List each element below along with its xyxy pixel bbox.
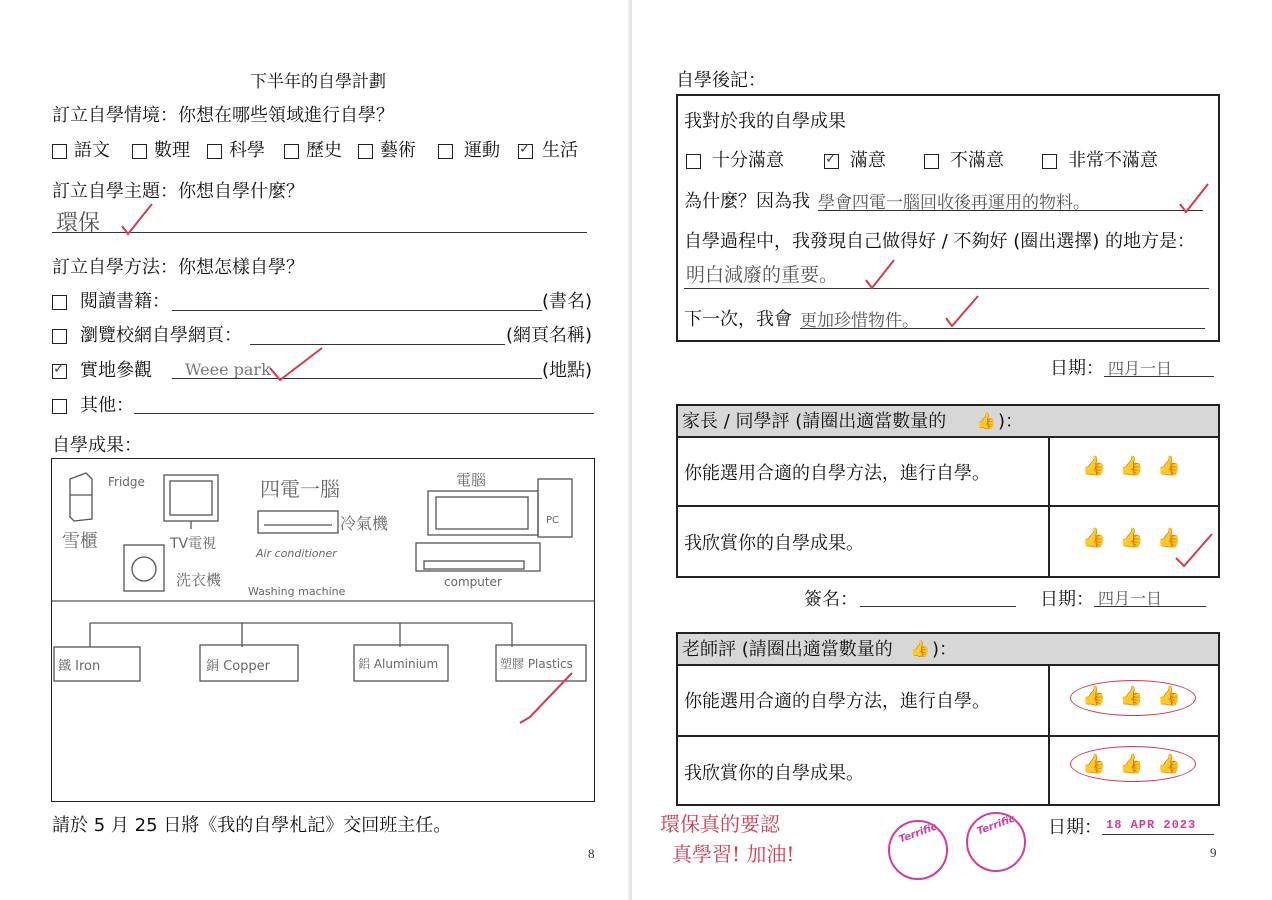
category-copper: 銅 Copper (206, 659, 271, 674)
category-iron: 鐵 Iron (58, 659, 101, 674)
row-divider (678, 735, 1218, 737)
method-label: 閱讀書籍： (80, 291, 170, 312)
results-drawing-box (51, 458, 595, 802)
parent-header-end: )： (998, 411, 1024, 432)
answer-line (800, 328, 1205, 329)
drawing-label: Fridge (108, 475, 145, 489)
checkbox-method-website[interactable] (52, 329, 67, 344)
category-aluminium: 鋁 Aluminium (358, 657, 439, 671)
thumbs-rating-3[interactable] (1082, 684, 1195, 707)
footer-note: 請於 5 月 25 日將《我的自學札記》交回班主任。 (52, 815, 452, 836)
question-method: 訂立自學方法：你想怎樣自學？ (52, 257, 304, 278)
drawing-label: 雪櫃 (62, 531, 98, 552)
reflection-date-label: 日期： (1050, 358, 1104, 379)
question-topic: 訂立自學主題：你想自學什麼？ (52, 181, 304, 202)
parent-date-label: 日期： (1040, 589, 1094, 610)
answer-line (172, 378, 542, 379)
results-label: 自學成果： (52, 435, 142, 456)
teacher-row-method: 你能選用合適的自學方法，進行自學。 (684, 691, 990, 712)
teacher-header-text: 老師評 (請圈出適當數量的 (682, 639, 893, 660)
row-divider (678, 505, 1218, 507)
thumb-up-icon[interactable]: 👍 (1082, 753, 1120, 775)
red-tick-icon (1172, 530, 1216, 570)
parent-peer-header (678, 406, 1218, 438)
checkbox-domain-sports[interactable] (438, 144, 453, 159)
method-suffix: (書名) (542, 291, 593, 312)
thumb-up-icon[interactable]: 👍 (1082, 527, 1120, 549)
checkbox-domain-language[interactable] (52, 144, 67, 159)
teacher-date-label: 日期： (1048, 817, 1102, 838)
thumb-up-icon[interactable]: 👍 (1157, 753, 1196, 775)
checkbox-domain-history[interactable] (284, 144, 299, 159)
thumb-up-icon: 👍 (910, 639, 930, 658)
reflection-box (676, 94, 1220, 342)
satisfaction-option: 非常不滿意 (1068, 150, 1158, 171)
red-tick-icon (1176, 180, 1212, 216)
column-divider (1048, 664, 1050, 804)
stamp-text: Terrific (897, 821, 939, 846)
sign-label: 簽名： (804, 589, 858, 610)
drawing-label: 電腦 (456, 471, 487, 489)
teacher-box (676, 632, 1220, 806)
teacher-comment-line2: 真學習! 加油! (672, 842, 795, 866)
domain-label: 藝術 (380, 140, 416, 161)
drawing-label: PC (546, 515, 560, 526)
answer-line (1104, 376, 1214, 377)
why-answer: 學會四電一腦回收後再運用的物料。 (818, 193, 1090, 213)
thumb-up-icon: 👍 (976, 411, 996, 430)
thumb-up-icon[interactable]: 👍 (1157, 527, 1196, 549)
checkbox-domain-science[interactable] (207, 144, 222, 159)
next-label: 下一次，我會 (684, 309, 792, 330)
thumb-up-icon[interactable]: 👍 (1157, 685, 1196, 707)
checkbox-very-satisfied[interactable] (686, 154, 701, 169)
parent-date: 四月一日 (1098, 589, 1163, 608)
process-answer: 明白減廢的重要。 (686, 264, 839, 286)
domain-label: 科學 (229, 140, 265, 161)
answer-line (684, 288, 1209, 289)
checkbox-unsatisfied[interactable] (924, 154, 939, 169)
checkbox-domain-life[interactable] (518, 144, 533, 159)
answer-line (134, 413, 594, 414)
right-page (632, 0, 1272, 900)
method-label: 其他： (80, 395, 134, 416)
checkbox-very-unsatisfied[interactable] (1042, 154, 1057, 169)
checkbox-method-books[interactable] (52, 295, 67, 310)
parent-row-method: 你能選用合適的自學方法，進行自學。 (684, 463, 990, 484)
answer-line (1102, 834, 1214, 835)
left-page (0, 0, 630, 900)
thumbs-rating-1[interactable] (1082, 454, 1195, 477)
teacher-header (678, 634, 1218, 666)
thumb-up-icon[interactable]: 👍 (1119, 753, 1158, 775)
satisfaction-option: 滿意 (850, 150, 886, 171)
reflection-title: 自學後記： (676, 70, 766, 91)
plan-title: 下半年的自學計劃 (250, 72, 386, 92)
checkbox-domain-arts[interactable] (358, 144, 373, 159)
teacher-header-end: )： (932, 639, 958, 660)
next-answer: 更加珍惜物件。 (800, 311, 919, 331)
method-label: 實地參觀 (80, 360, 152, 381)
answer-line (172, 310, 542, 311)
question-domain: 訂立自學情境：你想在哪些領域進行自學？ (52, 105, 394, 126)
parent-row-result: 我欣賞你的自學成果。 (684, 533, 864, 554)
topic-answer: 環保 (56, 211, 101, 236)
method-label: 瀏覽校網自學網頁： (80, 325, 242, 346)
checkbox-satisfied[interactable] (824, 154, 839, 169)
thumb-up-icon[interactable]: 👍 (1119, 685, 1158, 707)
terrific-stamp (966, 812, 1026, 872)
drawing-label: Washing machine (248, 585, 346, 598)
method-suffix: (地點) (542, 360, 593, 381)
domain-label: 生活 (542, 140, 578, 161)
drawing-label: 四電一腦 (260, 477, 340, 501)
thumb-up-icon[interactable]: 👍 (1119, 527, 1158, 549)
process-label: 自學過程中，我發現自己做得好 / 不夠好 (圈出選擇) 的地方是： (684, 231, 1195, 252)
parent-header-text: 家長 / 同學評 (請圈出適當數量的 (682, 411, 947, 432)
stamp-text: Terrific (975, 813, 1017, 838)
terrific-stamp (888, 820, 948, 880)
method-suffix: (網頁名稱) (506, 325, 593, 346)
teacher-comment-line1: 環保真的要認 (660, 812, 780, 836)
drawing-label: 洗衣機 (176, 571, 222, 589)
reflection-date: 四月一日 (1108, 359, 1173, 378)
answer-line (1094, 606, 1206, 607)
parent-peer-box (676, 404, 1220, 578)
teacher-row-result: 我欣賞你的自學成果。 (684, 763, 864, 784)
domain-label: 語文 (74, 140, 110, 161)
answer-line (818, 210, 1203, 211)
checkbox-method-other[interactable] (52, 399, 67, 414)
checkbox-method-visit[interactable] (52, 364, 67, 379)
red-tick-icon (118, 200, 158, 240)
domain-label: 數理 (154, 140, 190, 161)
domain-label: 運動 (464, 140, 500, 161)
thumbs-rating-4[interactable] (1082, 752, 1195, 775)
drawing-label: 冷氣機 (340, 514, 389, 533)
drawing-label: computer (444, 575, 502, 589)
hand-drawing (52, 459, 594, 801)
teacher-date-stamp: 18 APR 2023 (1106, 818, 1197, 832)
thumb-up-icon[interactable]: 👍 (1082, 455, 1120, 477)
page-number-left: 8 (588, 846, 595, 861)
thumb-up-icon[interactable]: 👍 (1119, 455, 1158, 477)
domain-label: 歷史 (306, 140, 342, 161)
why-label: 為什麼？因為我 (684, 191, 810, 212)
thumb-up-icon[interactable]: 👍 (1082, 685, 1120, 707)
drawing-label: Air conditioner (256, 547, 337, 560)
red-tick-icon (942, 292, 982, 332)
red-tick-icon (266, 344, 326, 384)
signature-line (860, 606, 1016, 607)
checkbox-domain-math[interactable] (132, 144, 147, 159)
visit-answer: Weee park (185, 360, 271, 379)
thumb-up-icon[interactable]: 👍 (1157, 455, 1196, 477)
category-plastics: 塑膠 Plastics (500, 657, 573, 671)
drawing-label: TV電視 (170, 536, 217, 552)
page-number-right: 9 (1210, 845, 1217, 860)
satisfaction-option: 十分滿意 (712, 150, 784, 171)
satisfaction-label: 我對於我的自學成果 (684, 111, 846, 132)
satisfaction-option: 不滿意 (950, 150, 1004, 171)
red-tick-icon (862, 256, 898, 292)
